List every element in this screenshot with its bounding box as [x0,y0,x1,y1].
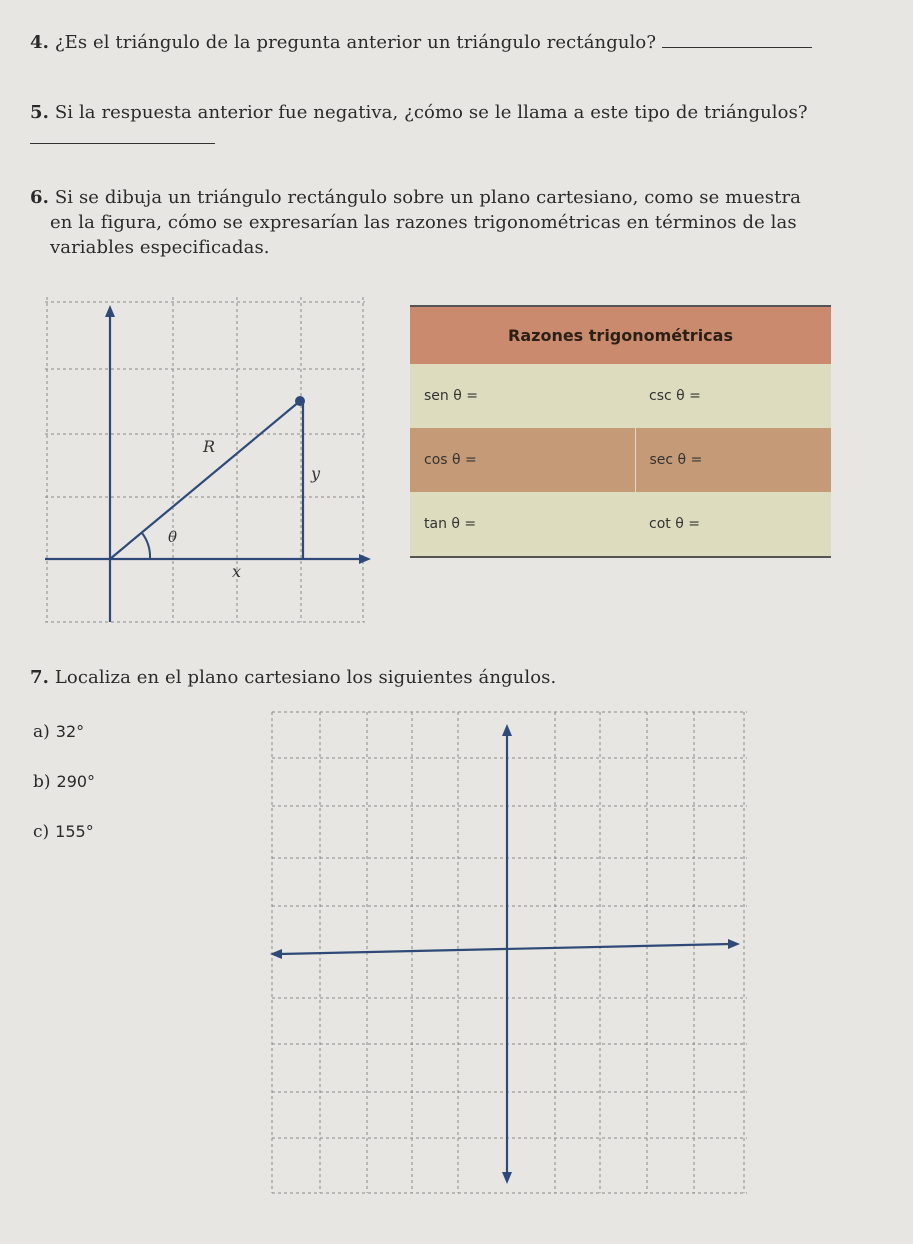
angle-option-c-label: c) [33,822,50,842]
question-6-number: 6. [30,187,49,208]
question-6-line-3: variables especificadas. [50,237,270,258]
plane-y-axis-up-arrow [502,724,512,736]
label-y: y [311,464,321,483]
figure-y-axis-arrow [105,305,115,317]
question-5-answer-blank[interactable] [30,127,215,144]
label-theta: θ [168,528,178,546]
csc-cell[interactable]: csc θ = [635,364,831,428]
question-7 [30,665,556,690]
question-7-number: 7. [30,667,49,688]
plane-x-axis [280,944,730,954]
question-4 [30,30,812,55]
trig-table-title: Razones trigonométricas [410,306,831,364]
question-5 [30,100,808,125]
trig-ratios-table [410,305,831,558]
figure-x-axis-arrow [359,554,371,564]
angle-option-a-value: 32° [55,722,85,741]
figure-grid [45,297,365,622]
question-6-line-1: Si se dibuja un triángulo rectángulo sobre un plano cartesiano, como se muestra [54,187,801,208]
cartesian-plane[interactable] [262,708,752,1203]
tan-cell[interactable]: tan θ = [410,492,635,557]
question-4-answer-blank[interactable] [662,31,812,48]
question-7-text: Localiza en el plano cartesiano los siguientes ángulos. [54,667,557,688]
triangle-vertex-point [295,396,305,406]
triangle-hypotenuse [110,401,300,559]
angle-arc [142,533,150,559]
plane-x-axis-left-arrow [270,949,282,959]
cot-cell[interactable]: cot θ = [635,492,831,557]
label-x: x [232,562,242,581]
right-triangle-figure [45,297,410,627]
angle-option-a-label: a) [33,722,50,742]
question-4-number: 4. [30,32,49,53]
sec-cell[interactable]: sec θ = [635,428,831,492]
question-5-number: 5. [30,102,49,123]
question-6-line-2: en la figura, cómo se expresarían las razones trigonométricas en términos de las [50,212,797,233]
angle-option-c [33,822,94,842]
sen-cell[interactable]: sen θ = [410,364,635,428]
angle-option-b [33,772,95,792]
question-5-text: Si la respuesta anterior fue negativa, ¿cómo se le llama a este tipo de triángulos? [54,102,808,123]
angle-option-c-value: 155° [55,822,94,841]
question-4-text: ¿Es el triángulo de la pregunta anterior un triángulo rectángulo? [54,32,657,53]
plane-x-axis-right-arrow [728,939,740,949]
angle-option-b-label: b) [33,772,51,792]
angle-option-a [33,722,84,742]
plane-y-axis-down-arrow [502,1172,512,1184]
question-6 [30,185,801,260]
label-R: R [203,437,216,456]
angle-option-b-value: 290° [56,772,96,791]
cos-cell[interactable]: cos θ = [410,428,635,492]
